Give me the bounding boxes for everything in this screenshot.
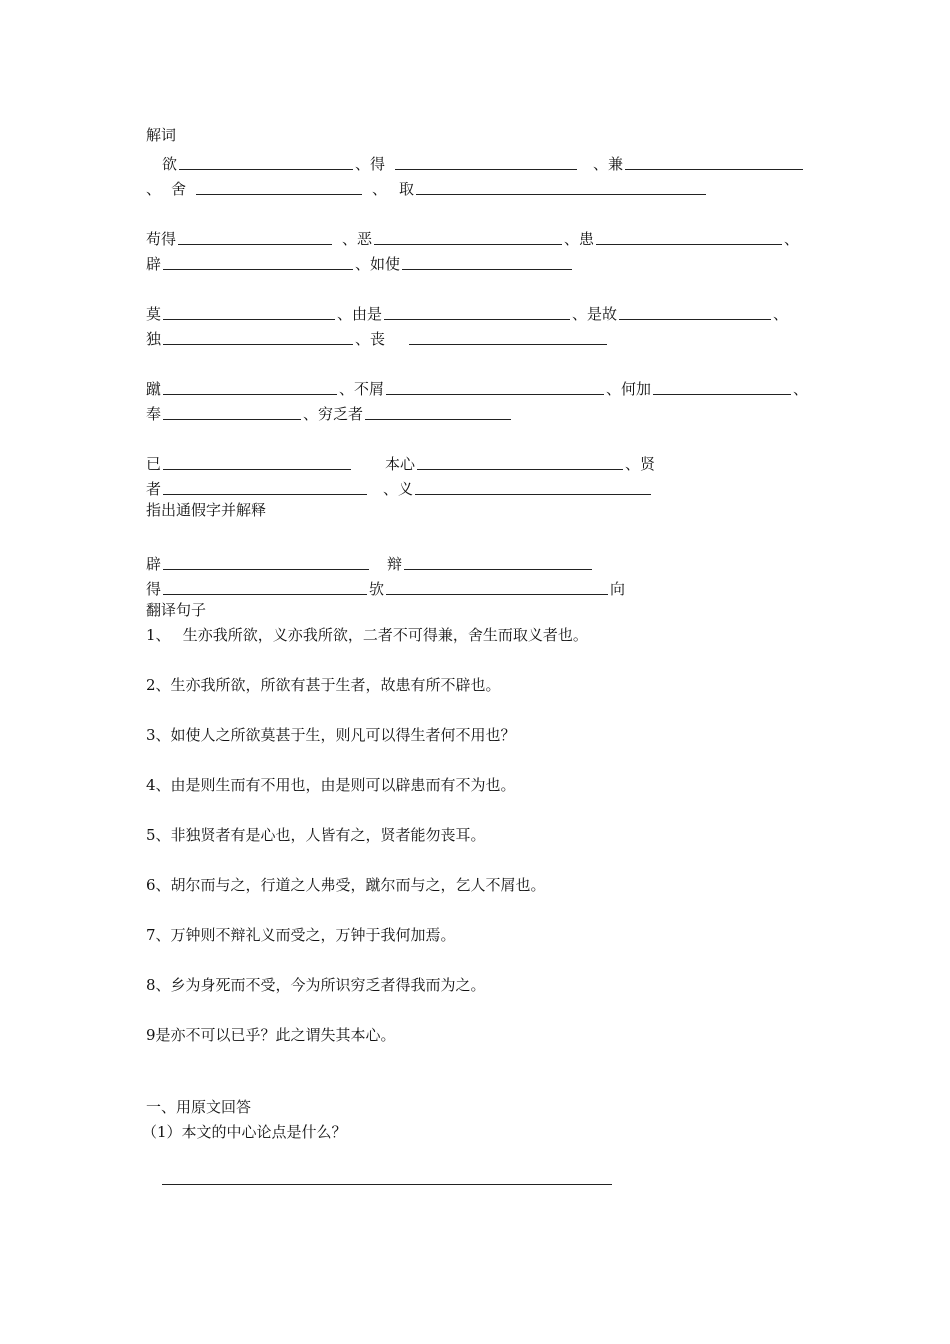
vocab-row-6 <box>146 328 609 348</box>
tongjia-label: 辩 <box>387 555 403 573</box>
vocab-label: 苟得 <box>146 230 177 248</box>
sentence-2: 2、生亦我所欲，所欲有甚于生者，故患有所不辟也。 <box>146 676 501 694</box>
vocab-row-4 <box>146 253 574 273</box>
vocab-label: 、穷乏者 <box>303 405 364 423</box>
section-title-questions: 一、用原文回答 <box>146 1098 252 1116</box>
answer-blank[interactable] <box>619 303 771 320</box>
vocab-label: 、恶 <box>342 230 373 248</box>
answer-blank[interactable] <box>163 378 337 395</box>
section-title-jieci: 解词 <box>146 126 177 144</box>
answer-blank[interactable] <box>365 403 511 420</box>
answer-blank[interactable] <box>163 253 353 270</box>
answer-blank[interactable] <box>409 328 607 345</box>
vocab-label: 取 <box>399 180 415 198</box>
sentence-6: 6、胡尔而与之，行道之人弗受，蹴尔而与之，乞人不屑也。 <box>146 876 546 894</box>
vocab-label: 已 <box>146 455 162 473</box>
vocab-label: 辟 <box>146 255 162 273</box>
answer-blank[interactable] <box>196 178 362 195</box>
answer-line[interactable] <box>162 1184 612 1185</box>
vocab-label: 者 <box>146 480 162 498</box>
vocab-label: 、兼 <box>593 155 624 173</box>
vocab-label: 、由是 <box>337 305 383 323</box>
answer-blank[interactable] <box>163 553 369 570</box>
vocab-label: 莫 <box>146 305 162 323</box>
answer-blank[interactable] <box>625 153 803 170</box>
vocab-row-3: 苟得 、恶 、患 、 <box>146 230 800 248</box>
answer-blank[interactable] <box>163 478 367 495</box>
sentence-1: 1、 生亦我所欲，义亦我所欲，二者不可得兼，舍生而取义者也。 <box>146 626 588 644</box>
tongjia-row-1 <box>146 553 594 573</box>
vocab-label: 、贤 <box>625 455 656 473</box>
answer-blank[interactable] <box>415 478 651 495</box>
answer-blank[interactable] <box>596 228 782 245</box>
vocab-row-8 <box>146 403 513 423</box>
section-title-fanyi: 翻译句子 <box>146 601 207 619</box>
tongjia-label: 得 <box>146 580 162 598</box>
tongjia-label: 辟 <box>146 555 162 573</box>
vocab-label: 、是故 <box>572 305 618 323</box>
tongjia-label: 欤 <box>369 580 385 598</box>
answer-blank[interactable] <box>386 378 604 395</box>
answer-blank[interactable] <box>178 228 332 245</box>
answer-blank[interactable] <box>374 228 562 245</box>
vocab-label: 舍 <box>171 180 187 198</box>
answer-blank[interactable] <box>402 253 572 270</box>
sentence-5: 5、非独贤者有是心也，人皆有之，贤者能勿丧耳。 <box>146 826 486 844</box>
answer-blank[interactable] <box>404 553 592 570</box>
vocab-label: 、不屑 <box>339 380 385 398</box>
vocab-label: 奉 <box>146 405 162 423</box>
question-1: （1）本文的中心论点是什么？ <box>142 1123 347 1141</box>
vocab-label: 独 <box>146 330 162 348</box>
answer-blank[interactable] <box>163 578 367 595</box>
vocab-row-7: 蹴 、不屑 、何加 、 <box>146 380 809 398</box>
vocab-row-1 <box>146 153 805 173</box>
answer-blank[interactable] <box>386 578 608 595</box>
vocab-label: 、患 <box>564 230 595 248</box>
answer-blank[interactable] <box>384 303 570 320</box>
answer-blank[interactable] <box>163 403 301 420</box>
vocab-label: 蹴 <box>146 380 162 398</box>
tongjia-label: 向 <box>610 580 626 598</box>
vocab-row-10 <box>146 478 653 498</box>
answer-blank[interactable] <box>163 328 353 345</box>
vocab-row-2: 、 舍 、 取 <box>146 178 708 198</box>
sentence-4: 4、由是则生而有不用也，由是则可以辟患而有不为也。 <box>146 776 516 794</box>
tongjia-row-2 <box>146 578 625 598</box>
answer-blank[interactable] <box>417 453 623 470</box>
vocab-label: 、义 <box>383 480 414 498</box>
vocab-label: 欲 <box>162 155 178 173</box>
sentence-9: 9是亦不可以已乎？此之谓失其本心。 <box>146 1026 396 1044</box>
sentence-7: 7、万钟则不辩礼义而受之，万钟于我何加焉。 <box>146 926 456 944</box>
section-title-tongjia: 指出通假字并解释 <box>146 501 267 519</box>
answer-blank[interactable] <box>179 153 353 170</box>
sentence-3: 3、如使人之所欲莫甚于生，则凡可以得生者何不用也？ <box>146 726 516 744</box>
vocab-row-9 <box>146 453 655 473</box>
vocab-label: 、何加 <box>606 380 652 398</box>
answer-blank[interactable] <box>163 303 335 320</box>
vocab-label: 本心 <box>385 455 416 473</box>
vocab-label: 、丧 <box>355 330 386 348</box>
vocab-row-5: 莫 、由是 、是故 、 <box>146 305 789 323</box>
sentence-8: 8、乡为身死而不受，今为所识穷乏者得我而为之。 <box>146 976 486 994</box>
answer-blank[interactable] <box>416 178 706 195</box>
answer-blank[interactable] <box>163 453 351 470</box>
vocab-label: 、得 <box>355 155 386 173</box>
answer-blank[interactable] <box>653 378 791 395</box>
vocab-label: 、如使 <box>355 255 401 273</box>
answer-blank[interactable] <box>395 153 577 170</box>
